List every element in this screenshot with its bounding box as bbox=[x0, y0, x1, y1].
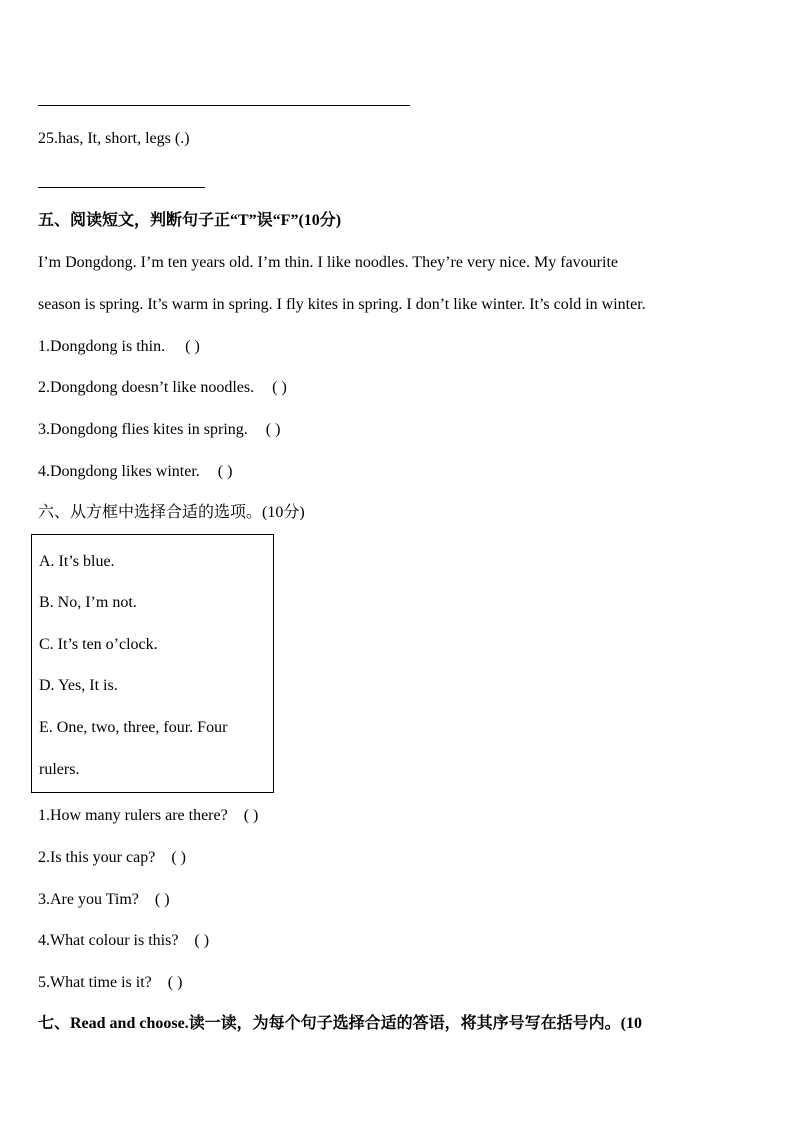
question-text: 2.Dongdong doesn’t like noodles. bbox=[38, 379, 255, 396]
option-d: D. Yes, It is. bbox=[39, 677, 118, 694]
question-text: 4.What colour is this? bbox=[38, 932, 179, 949]
answer-blank[interactable]: ( ) bbox=[167, 974, 183, 991]
passage-line-2: season is spring. It’s warm in spring. I fly kites in spring. I don’t like winter. It’s cold in winter. bbox=[38, 296, 646, 313]
question-text: 3.Dongdong flies kites in spring. bbox=[38, 421, 248, 438]
answer-blank[interactable]: ( ) bbox=[194, 932, 210, 949]
section-6-heading: 六、从方框中选择合适的选项。(10分) bbox=[38, 504, 305, 521]
tf-question-4 bbox=[38, 462, 232, 482]
choice-question-4 bbox=[38, 931, 209, 951]
section-5-heading: 五、阅读短文，判断句子正“T”误“F”(10分) bbox=[38, 212, 342, 229]
question-text: 1.Dongdong is thin. bbox=[38, 338, 166, 355]
option-e-continued: rulers. bbox=[39, 761, 80, 778]
answer-blank[interactable]: ( ) bbox=[243, 807, 259, 824]
answer-line-25[interactable] bbox=[38, 187, 205, 188]
answer-line-24[interactable] bbox=[38, 105, 410, 106]
question-text: 5.What time is it? bbox=[38, 974, 152, 991]
option-c: C. It’s ten o’clock. bbox=[39, 636, 158, 653]
tf-question-2 bbox=[38, 378, 287, 398]
question-text: 3.Are you Tim? bbox=[38, 891, 139, 908]
answer-blank[interactable]: ( ) bbox=[265, 421, 281, 438]
question-text: 2.Is this your cap? bbox=[38, 849, 156, 866]
answer-blank[interactable]: ( ) bbox=[154, 891, 170, 908]
question-text: 1.How many rulers are there? bbox=[38, 807, 228, 824]
passage-line-1: I’m Dongdong. I’m ten years old. I’m thin. I like noodles. They’re very nice. My favourite bbox=[38, 254, 618, 271]
answer-blank[interactable]: ( ) bbox=[171, 849, 186, 866]
options-box bbox=[31, 534, 274, 793]
option-a: A. It’s blue. bbox=[39, 553, 115, 570]
choice-question-1 bbox=[38, 806, 258, 826]
answer-blank[interactable]: ( ) bbox=[185, 338, 200, 355]
question-text: 4.Dongdong likes winter. bbox=[38, 463, 200, 480]
option-e: E. One, two, three, four. Four bbox=[39, 719, 228, 736]
tf-question-3 bbox=[38, 420, 280, 440]
tf-question-1 bbox=[38, 337, 200, 357]
choice-question-3 bbox=[38, 890, 170, 910]
answer-blank[interactable]: ( ) bbox=[217, 463, 233, 480]
question-25: 25.has, It, short, legs (.) bbox=[38, 130, 190, 147]
choice-question-5 bbox=[38, 973, 182, 993]
option-b: B. No, I’m not. bbox=[39, 594, 137, 611]
answer-blank[interactable]: ( ) bbox=[272, 379, 287, 396]
section-7-heading: 七、Read and choose.读一读，为每个句子选择合适的答语，将其序号写在括号内。(10 bbox=[38, 1015, 643, 1032]
choice-question-2 bbox=[38, 848, 186, 868]
